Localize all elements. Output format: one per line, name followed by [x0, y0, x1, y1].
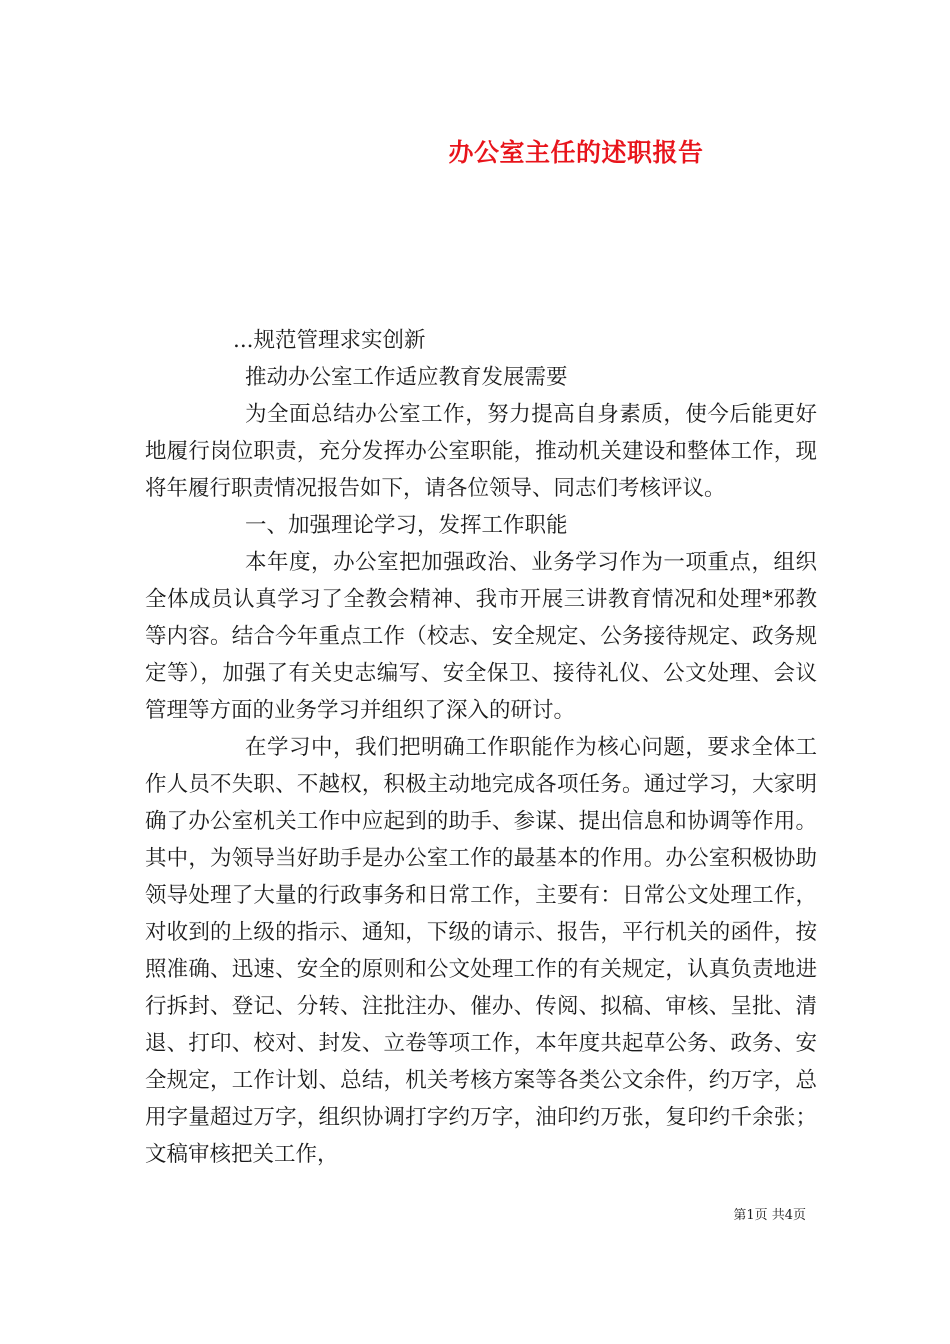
lead-line: ...规范管理求实创新 [233, 328, 426, 353]
body-paragraph: 为全面总结办公室工作，努力提高自身素质，使今后能更好地履行岗位职责，充分发挥办公室职能，推动机关建设和整体工作，现将年履行职责情况报告如下，请各位领导、同志们考核评议。 [145, 402, 817, 501]
section-heading: 一、加强理论学习，发挥工作职能 [245, 513, 568, 538]
body-paragraph: 本年度，办公室把加强政治、业务学习作为一项重点，组织全体成员认真学习了全教会精神、我市开展三讲教育情况和处理*邪教等内容。结合今年重点工作（校志、安全规定、公务接待规定、政务规定等），加强了有关史志编写、安全保卫、接待礼仪、公文处理、会议管理等方面的业务学习并组织了深入的研讨。 [145, 550, 817, 723]
document-body [145, 322, 817, 1173]
document-title: 办公室主任的述职报告 [448, 138, 704, 167]
page-number: 第1页 共4页 [733, 1208, 806, 1223]
body-paragraph: 在学习中，我们把明确工作职能作为核心问题，要求全体工作人员不失职、不越权，积极主动地完成各项任务。通过学习，大家明确了办公室机关工作中应起到的助手、参谋、提出信息和协调等作用。其中，为领导当好助手是办公室工作的最基本的作用。办公室积极协助领导处理了大量的行政事务和日常工作，主要有：日常公文处理工作，对收到的上级的指示、通知，下级的请示、报告，平行机关的函件，按照准确、迅速、安全的原则和公文处理工作的有关规定，认真负责地进行拆封、登记、分转、注批注办、催办、传阅、拟稿、审核、呈批、清退、打印、校对、封发、立卷等项工作，本年度共起草公务、政务、安全规定，工作计划、总结，机关考核方案等各类公文余件，约万字，总用字量超过万字，组织协调打字约万字，油印约万张，复印约千余张；文稿审核把关工作， [145, 735, 817, 1167]
lead-line: 推动办公室工作适应教育发展需要 [245, 365, 568, 390]
